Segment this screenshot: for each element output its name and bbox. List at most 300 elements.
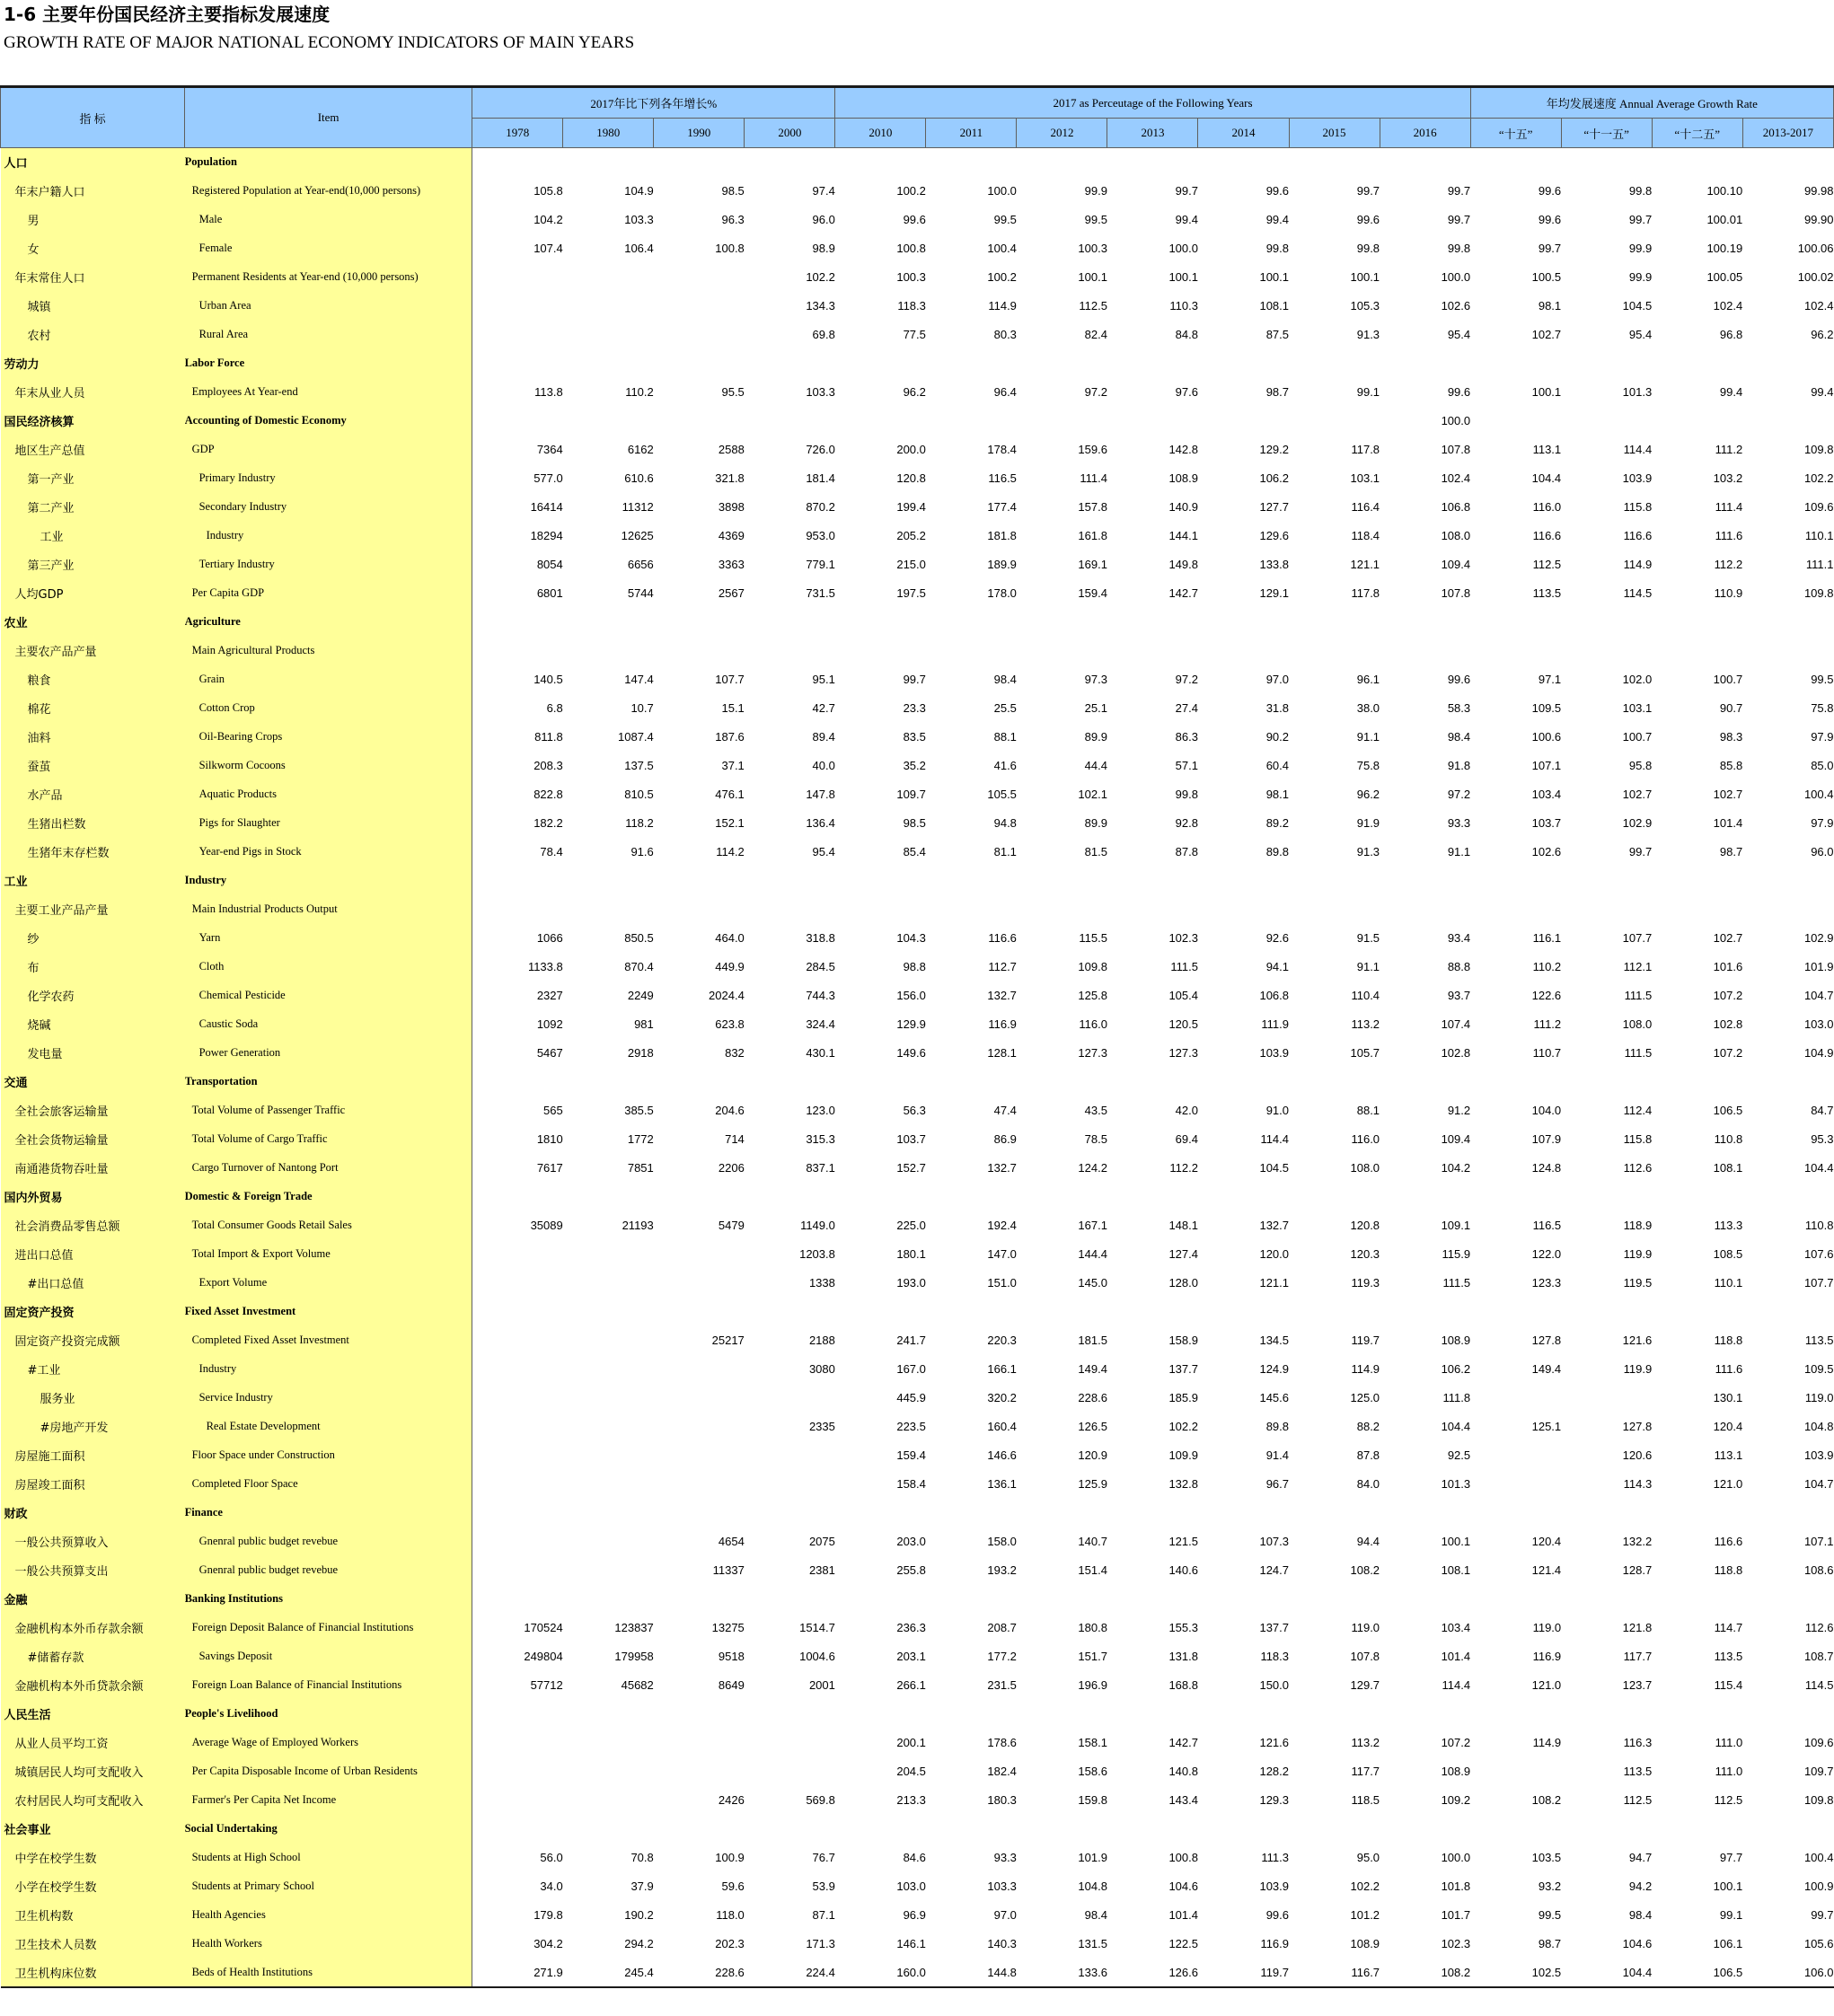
value-cell: 148.1 <box>1168 1219 1198 1232</box>
row-label-zh: 全社会货物运输量 <box>1 1125 185 1154</box>
value-cell: 131.8 <box>1168 1650 1198 1663</box>
table-row <box>1 694 1834 723</box>
value-cell: 103.9 <box>1622 471 1653 485</box>
value-cell <box>654 1470 745 1499</box>
value-cell: 97.1 <box>1538 673 1562 686</box>
value-cell: 108.0 <box>1441 529 1471 542</box>
row-label-en: Silkworm Cocoons <box>185 752 472 780</box>
value-cell: 107.8 <box>1441 443 1471 456</box>
value-cell <box>1561 637 1652 665</box>
value-cell <box>654 895 745 924</box>
value-cell: 158.0 <box>987 1535 1017 1548</box>
value-cell: 106.2 <box>1441 1362 1471 1376</box>
value-cell: 159.8 <box>1078 1793 1107 1807</box>
value-cell <box>472 148 563 177</box>
value-cell: 106.2 <box>1259 471 1290 485</box>
row-label-zh: 生猪出栏数 <box>1 809 185 838</box>
row-label-zh: 农村居民人均可支配收入 <box>1 1786 185 1815</box>
value-cell: 127.7 <box>1259 500 1290 514</box>
value-cell <box>563 1556 654 1585</box>
table-row <box>1 953 1834 982</box>
value-cell: 168.8 <box>1168 1678 1198 1692</box>
value-cell: 94.7 <box>1628 1851 1653 1864</box>
value-cell: 103.4 <box>1441 1621 1471 1634</box>
value-cell: 124.7 <box>1259 1563 1290 1577</box>
value-cell <box>835 407 926 436</box>
value-cell: 837.1 <box>806 1161 835 1175</box>
value-cell <box>654 1183 745 1211</box>
value-cell: 91.3 <box>1356 845 1380 858</box>
value-cell: 126.6 <box>1107 1959 1198 1987</box>
value-cell: 103.5 <box>1531 1851 1562 1864</box>
value-cell: 144.4 <box>1078 1247 1107 1261</box>
row-label-zh: #储蓄存款 <box>1 1642 185 1671</box>
value-cell: 119.0 <box>1532 1621 1562 1634</box>
value-cell <box>563 1729 654 1757</box>
value-cell: 111.5 <box>1624 1046 1653 1060</box>
value-cell: 98.4 <box>1628 1908 1653 1922</box>
value-cell: 102.4 <box>1713 299 1743 313</box>
value-cell: 123837 <box>614 1621 654 1634</box>
value-cell: 131.5 <box>1078 1937 1107 1950</box>
value-cell <box>1742 1068 1833 1096</box>
value-cell: 69.4 <box>1175 1132 1198 1146</box>
value-cell <box>654 1413 745 1441</box>
value-cell: 114.9 <box>1532 1736 1562 1749</box>
value-cell <box>745 1585 835 1614</box>
row-label-en: Oil-Bearing Crops <box>185 723 472 752</box>
value-cell: 86.9 <box>993 1132 1017 1146</box>
value-cell: 147.8 <box>806 788 835 801</box>
value-cell <box>1470 608 1561 637</box>
value-cell: 89.8 <box>1265 845 1290 858</box>
value-cell: 318.8 <box>806 931 835 945</box>
value-cell: 99.7 <box>1538 242 1562 255</box>
value-cell <box>1198 1068 1289 1096</box>
table-row <box>1 1901 1834 1930</box>
value-cell: 98.7 <box>1538 1937 1562 1950</box>
value-cell: 91.8 <box>1447 759 1471 772</box>
value-cell: 117.7 <box>1623 1650 1653 1663</box>
value-cell: 1066 <box>536 931 563 945</box>
value-cell: 102.4 <box>1803 299 1834 313</box>
value-cell <box>745 1441 835 1470</box>
value-cell: 6.8 <box>546 701 563 715</box>
value-cell: 112.2 <box>1169 1161 1198 1175</box>
value-cell <box>472 1240 563 1269</box>
value-cell: 114.7 <box>1714 1621 1743 1634</box>
value-cell <box>654 1585 745 1614</box>
value-cell: 92.6 <box>1265 931 1290 945</box>
value-cell: 116.6 <box>1714 1535 1743 1548</box>
value-cell <box>472 1786 563 1815</box>
value-cell: 75.8 <box>1356 759 1380 772</box>
value-cell: 92.5 <box>1447 1448 1471 1462</box>
value-cell <box>563 1269 654 1298</box>
value-cell: 105.5 <box>987 788 1017 801</box>
value-cell: 119.0 <box>1351 1621 1380 1634</box>
value-cell: 84.6 <box>903 1851 926 1864</box>
value-cell: 107.4 <box>1441 1017 1471 1031</box>
section-row <box>1 1068 1834 1096</box>
value-cell <box>1198 637 1289 665</box>
value-cell <box>926 148 1017 177</box>
value-cell <box>1742 867 1833 895</box>
value-cell: 116.9 <box>1260 1937 1290 1950</box>
row-label-zh: 人均GDP <box>1 579 185 608</box>
value-cell <box>472 349 563 378</box>
value-cell <box>1470 407 1561 436</box>
value-cell: 99.6 <box>1538 213 1562 226</box>
value-cell: 169.1 <box>1078 558 1107 571</box>
value-cell: 125.9 <box>1078 1477 1107 1491</box>
value-cell: 127.8 <box>1531 1334 1562 1347</box>
table-row <box>1 665 1834 694</box>
header-year: 2015 <box>1289 119 1380 148</box>
value-cell: 119.0 <box>1804 1391 1834 1404</box>
value-cell <box>1470 895 1561 924</box>
value-cell <box>1017 349 1107 378</box>
value-cell: 11312 <box>622 500 654 514</box>
value-cell: 111.5 <box>1170 960 1198 973</box>
header-year: “十一五” <box>1561 119 1652 148</box>
row-label-zh: 女 <box>1 234 185 263</box>
value-cell: 121.0 <box>1713 1477 1743 1491</box>
value-cell: 152.1 <box>715 816 745 830</box>
value-cell <box>1470 1441 1561 1470</box>
value-cell: 10.7 <box>630 701 654 715</box>
value-cell <box>1380 1298 1470 1326</box>
section-row <box>1 148 1834 177</box>
row-label-zh: 棉花 <box>1 694 185 723</box>
value-cell: 731.5 <box>806 586 835 600</box>
table-row <box>1 1010 1834 1039</box>
value-cell <box>1289 1815 1380 1844</box>
value-cell: 111.9 <box>1261 1017 1290 1031</box>
value-cell: 106.5 <box>1713 1104 1743 1117</box>
value-cell: 115.4 <box>1714 1678 1743 1692</box>
value-cell: 476.1 <box>715 788 745 801</box>
value-cell: 146.6 <box>987 1448 1017 1462</box>
row-label-en: Students at High School <box>185 1844 472 1872</box>
value-cell: 91.5 <box>1356 931 1380 945</box>
row-label-en: Completed Fixed Asset Investment <box>185 1326 472 1355</box>
row-label-zh: 房屋施工面积 <box>1 1441 185 1470</box>
value-cell: 111.0 <box>1715 1765 1743 1778</box>
value-cell: 2426 <box>718 1793 745 1807</box>
value-cell: 109.8 <box>1803 1793 1834 1807</box>
value-cell: 120.6 <box>1622 1448 1653 1462</box>
value-cell: 125.1 <box>1531 1420 1562 1433</box>
row-label-en: Main Agricultural Products <box>185 637 472 665</box>
value-cell: 12625 <box>621 529 654 542</box>
value-cell <box>654 1269 745 1298</box>
value-cell <box>1017 895 1107 924</box>
value-cell: 95.0 <box>1356 1851 1380 1864</box>
value-cell: 109.8 <box>1078 960 1107 973</box>
value-cell: 109.8 <box>1803 443 1834 456</box>
table-row <box>1 1326 1834 1355</box>
value-cell <box>926 1700 1017 1729</box>
value-cell: 34.0 <box>540 1880 563 1893</box>
value-cell <box>1561 867 1652 895</box>
table-row <box>1 1355 1834 1384</box>
value-cell: 114.9 <box>1351 1362 1380 1376</box>
value-cell: 105.4 <box>1168 989 1198 1002</box>
value-cell: 16414 <box>530 500 563 514</box>
value-cell: 125.0 <box>1350 1391 1380 1404</box>
value-cell: 93.3 <box>993 1851 1017 1864</box>
value-cell: 47.4 <box>993 1104 1017 1117</box>
value-cell: 77.5 <box>903 328 926 341</box>
value-cell: 101.6 <box>1713 960 1743 973</box>
value-cell: 96.3 <box>721 213 745 226</box>
value-cell <box>745 608 835 637</box>
value-cell: 118.0 <box>716 1908 745 1922</box>
value-cell <box>745 867 835 895</box>
value-cell: 108.0 <box>1350 1161 1380 1175</box>
value-cell: 84.8 <box>1175 328 1198 341</box>
value-cell: 193.2 <box>987 1563 1017 1577</box>
value-cell: 93.3 <box>1447 816 1471 830</box>
value-cell <box>1561 1700 1652 1729</box>
value-cell: 132.7 <box>1259 1219 1290 1232</box>
value-cell: 2588 <box>718 443 745 456</box>
value-cell: 180.3 <box>987 1793 1017 1807</box>
row-label-zh: #工业 <box>1 1355 185 1384</box>
value-cell: 140.8 <box>1168 1765 1198 1778</box>
value-cell: 40.0 <box>812 759 835 772</box>
value-cell: 93.7 <box>1447 989 1471 1002</box>
table-row <box>1 579 1834 608</box>
value-cell: 726.0 <box>806 443 835 456</box>
value-cell: 21193 <box>622 1219 654 1232</box>
value-cell: 104.0 <box>1531 1104 1562 1117</box>
row-label-en: Gnenral public budget revebue <box>185 1527 472 1556</box>
value-cell: 321.8 <box>715 471 745 485</box>
value-cell <box>926 895 1017 924</box>
value-cell: 103.7 <box>896 1132 926 1146</box>
value-cell: 99.5 <box>1811 673 1834 686</box>
value-cell: 577.0 <box>533 471 563 485</box>
value-cell: 228.6 <box>1078 1391 1107 1404</box>
value-cell: 140.3 <box>987 1937 1017 1950</box>
value-cell: 144.1 <box>1168 529 1198 542</box>
row-label-en: Per Capita Disposable Income of Urban Residents <box>185 1757 472 1786</box>
value-cell: 98.5 <box>721 184 745 198</box>
table-row <box>1 1269 1834 1298</box>
value-cell: 200.1 <box>896 1736 926 1749</box>
value-cell <box>1561 407 1652 436</box>
value-cell <box>1198 608 1289 637</box>
value-cell <box>835 1585 926 1614</box>
value-cell: 113.1 <box>1532 443 1562 456</box>
value-cell: 101.9 <box>1803 960 1834 973</box>
value-cell: 111.6 <box>1715 529 1743 542</box>
value-cell <box>1289 867 1380 895</box>
value-cell: 109.6 <box>1803 500 1834 514</box>
value-cell: 91.1 <box>1356 960 1380 973</box>
row-label-zh: 粮食 <box>1 665 185 694</box>
value-cell: 220.3 <box>987 1334 1017 1347</box>
row-label-zh: 地区生产总值 <box>1 436 185 464</box>
value-cell: 145.0 <box>1078 1276 1107 1290</box>
value-cell: 156.0 <box>896 989 926 1002</box>
value-cell: 116.6 <box>988 931 1017 945</box>
value-cell: 95.4 <box>1628 328 1653 341</box>
value-cell: 103.7 <box>1531 816 1562 830</box>
value-cell: 99.4 <box>1175 213 1198 226</box>
value-cell: 113.5 <box>1714 1650 1743 1663</box>
value-cell: 140.7 <box>1078 1535 1107 1548</box>
value-cell: 155.3 <box>1168 1621 1198 1634</box>
value-cell: 114.5 <box>1804 1678 1834 1692</box>
value-cell <box>1742 637 1833 665</box>
value-cell: 88.1 <box>993 730 1017 744</box>
row-label-en: Service Industry <box>185 1384 472 1413</box>
value-cell: 108.9 <box>1350 1937 1380 1950</box>
row-label-zh: 国内外贸易 <box>1 1183 185 1211</box>
value-cell <box>1652 608 1742 637</box>
value-cell: 99.7 <box>1628 845 1653 858</box>
value-cell <box>472 1499 563 1527</box>
value-cell <box>1561 608 1652 637</box>
value-cell <box>1289 1700 1380 1729</box>
value-cell <box>1107 148 1198 177</box>
value-cell: 102.4 <box>1441 471 1471 485</box>
value-cell: 75.8 <box>1811 701 1834 715</box>
value-cell <box>1289 1585 1380 1614</box>
value-cell: 159.4 <box>896 1448 926 1462</box>
row-label-en: Health Workers <box>185 1930 472 1959</box>
row-label-en: Rural Area <box>185 321 472 349</box>
value-cell: 38.0 <box>1356 701 1380 715</box>
value-cell: 101.9 <box>1078 1851 1107 1864</box>
value-cell: 99.6 <box>1447 673 1471 686</box>
value-cell: 100.2 <box>987 270 1017 284</box>
value-cell <box>1289 637 1380 665</box>
header-year: 1980 <box>563 119 654 148</box>
table-row <box>1 550 1834 579</box>
value-cell: 87.8 <box>1356 1448 1380 1462</box>
value-cell <box>563 1240 654 1269</box>
value-cell <box>472 1556 563 1585</box>
row-label-zh: 人口 <box>1 148 185 177</box>
value-cell: 204.6 <box>715 1104 745 1117</box>
value-cell <box>654 608 745 637</box>
value-cell: 111.4 <box>1715 500 1743 514</box>
value-cell: 2327 <box>536 989 563 1002</box>
value-cell: 178.4 <box>987 443 1017 456</box>
value-cell <box>1561 1298 1652 1326</box>
value-cell: 7617 <box>536 1161 563 1175</box>
value-cell: 464.0 <box>715 931 745 945</box>
value-cell: 85.0 <box>1811 759 1834 772</box>
value-cell: 203.1 <box>896 1650 926 1663</box>
row-label-en: People's Livelihood <box>185 1700 472 1729</box>
value-cell: 103.0 <box>896 1880 926 1893</box>
value-cell: 98.1 <box>1538 299 1562 313</box>
value-cell <box>472 263 563 292</box>
value-cell: 146.1 <box>896 1937 926 1950</box>
value-cell: 42.0 <box>1175 1104 1198 1117</box>
row-label-en: Total Volume of Cargo Traffic <box>185 1125 472 1154</box>
value-cell <box>1017 1700 1107 1729</box>
value-cell: 91.2 <box>1447 1104 1471 1117</box>
value-cell: 104.3 <box>896 931 926 945</box>
value-cell: 97.7 <box>1719 1851 1743 1864</box>
value-cell: 115.8 <box>1623 500 1653 514</box>
value-cell: 7364 <box>536 443 563 456</box>
value-cell: 245.4 <box>563 1959 654 1987</box>
section-row <box>1 608 1834 637</box>
value-cell: 101.4 <box>1441 1650 1471 1663</box>
value-cell: 3080 <box>808 1362 835 1376</box>
value-cell: 88.2 <box>1356 1420 1380 1433</box>
value-cell: 205.2 <box>896 529 926 542</box>
value-cell <box>1470 349 1561 378</box>
row-label-zh: 水产品 <box>1 780 185 809</box>
row-label-zh: 第一产业 <box>1 464 185 493</box>
row-label-en: Agriculture <box>185 608 472 637</box>
row-label-en: Labor Force <box>185 349 472 378</box>
value-cell: 101.8 <box>1441 1880 1471 1893</box>
value-cell: 114.4 <box>1623 443 1653 456</box>
value-cell: 96.1 <box>1356 673 1380 686</box>
row-label-zh: 服务业 <box>1 1384 185 1413</box>
value-cell: 177.2 <box>987 1650 1017 1663</box>
row-label-en: Tertiary Industry <box>185 550 472 579</box>
value-cell: 181.4 <box>806 471 835 485</box>
value-cell: 1092 <box>536 1017 563 1031</box>
value-cell <box>1652 1585 1742 1614</box>
value-cell <box>1289 608 1380 637</box>
value-cell: 142.7 <box>1168 1736 1198 1749</box>
row-label-zh: 财政 <box>1 1499 185 1527</box>
value-cell: 42.7 <box>812 701 835 715</box>
value-cell: 744.3 <box>806 989 835 1002</box>
value-cell: 200.0 <box>896 443 926 456</box>
value-cell: 116.5 <box>1532 1219 1562 1232</box>
value-cell: 123.7 <box>1622 1678 1653 1692</box>
value-cell: 107.8 <box>1441 586 1471 600</box>
value-cell: 91.1 <box>1356 730 1380 744</box>
row-label-en: Accounting of Domestic Economy <box>185 407 472 436</box>
value-cell: 112.5 <box>1623 1793 1653 1807</box>
value-cell: 1810 <box>536 1132 563 1146</box>
row-label-en: Employees At Year-end <box>185 378 472 407</box>
value-cell: 1087.4 <box>618 730 654 744</box>
table-row <box>1 924 1834 953</box>
value-cell: 99.8 <box>1175 788 1198 801</box>
value-cell: 108.9 <box>1441 1765 1471 1778</box>
row-label-zh: 进出口总值 <box>1 1240 185 1269</box>
value-cell: 100.1 <box>1259 270 1290 284</box>
value-cell <box>926 1585 1017 1614</box>
value-cell: 118.5 <box>1351 1793 1380 1807</box>
value-cell: 87.8 <box>1175 845 1198 858</box>
value-cell: 106.4 <box>624 242 654 255</box>
row-label-en: Savings Deposit <box>185 1642 472 1671</box>
value-cell: 93.4 <box>1447 931 1471 945</box>
value-cell: 18294 <box>530 529 563 542</box>
row-label-zh: #房地产开发 <box>1 1413 185 1441</box>
value-cell: 104.4 <box>1803 1161 1834 1175</box>
value-cell: 100.7 <box>1622 730 1653 744</box>
value-cell <box>1380 1499 1470 1527</box>
table-row <box>1 1527 1834 1556</box>
value-cell: 565 <box>543 1104 563 1117</box>
